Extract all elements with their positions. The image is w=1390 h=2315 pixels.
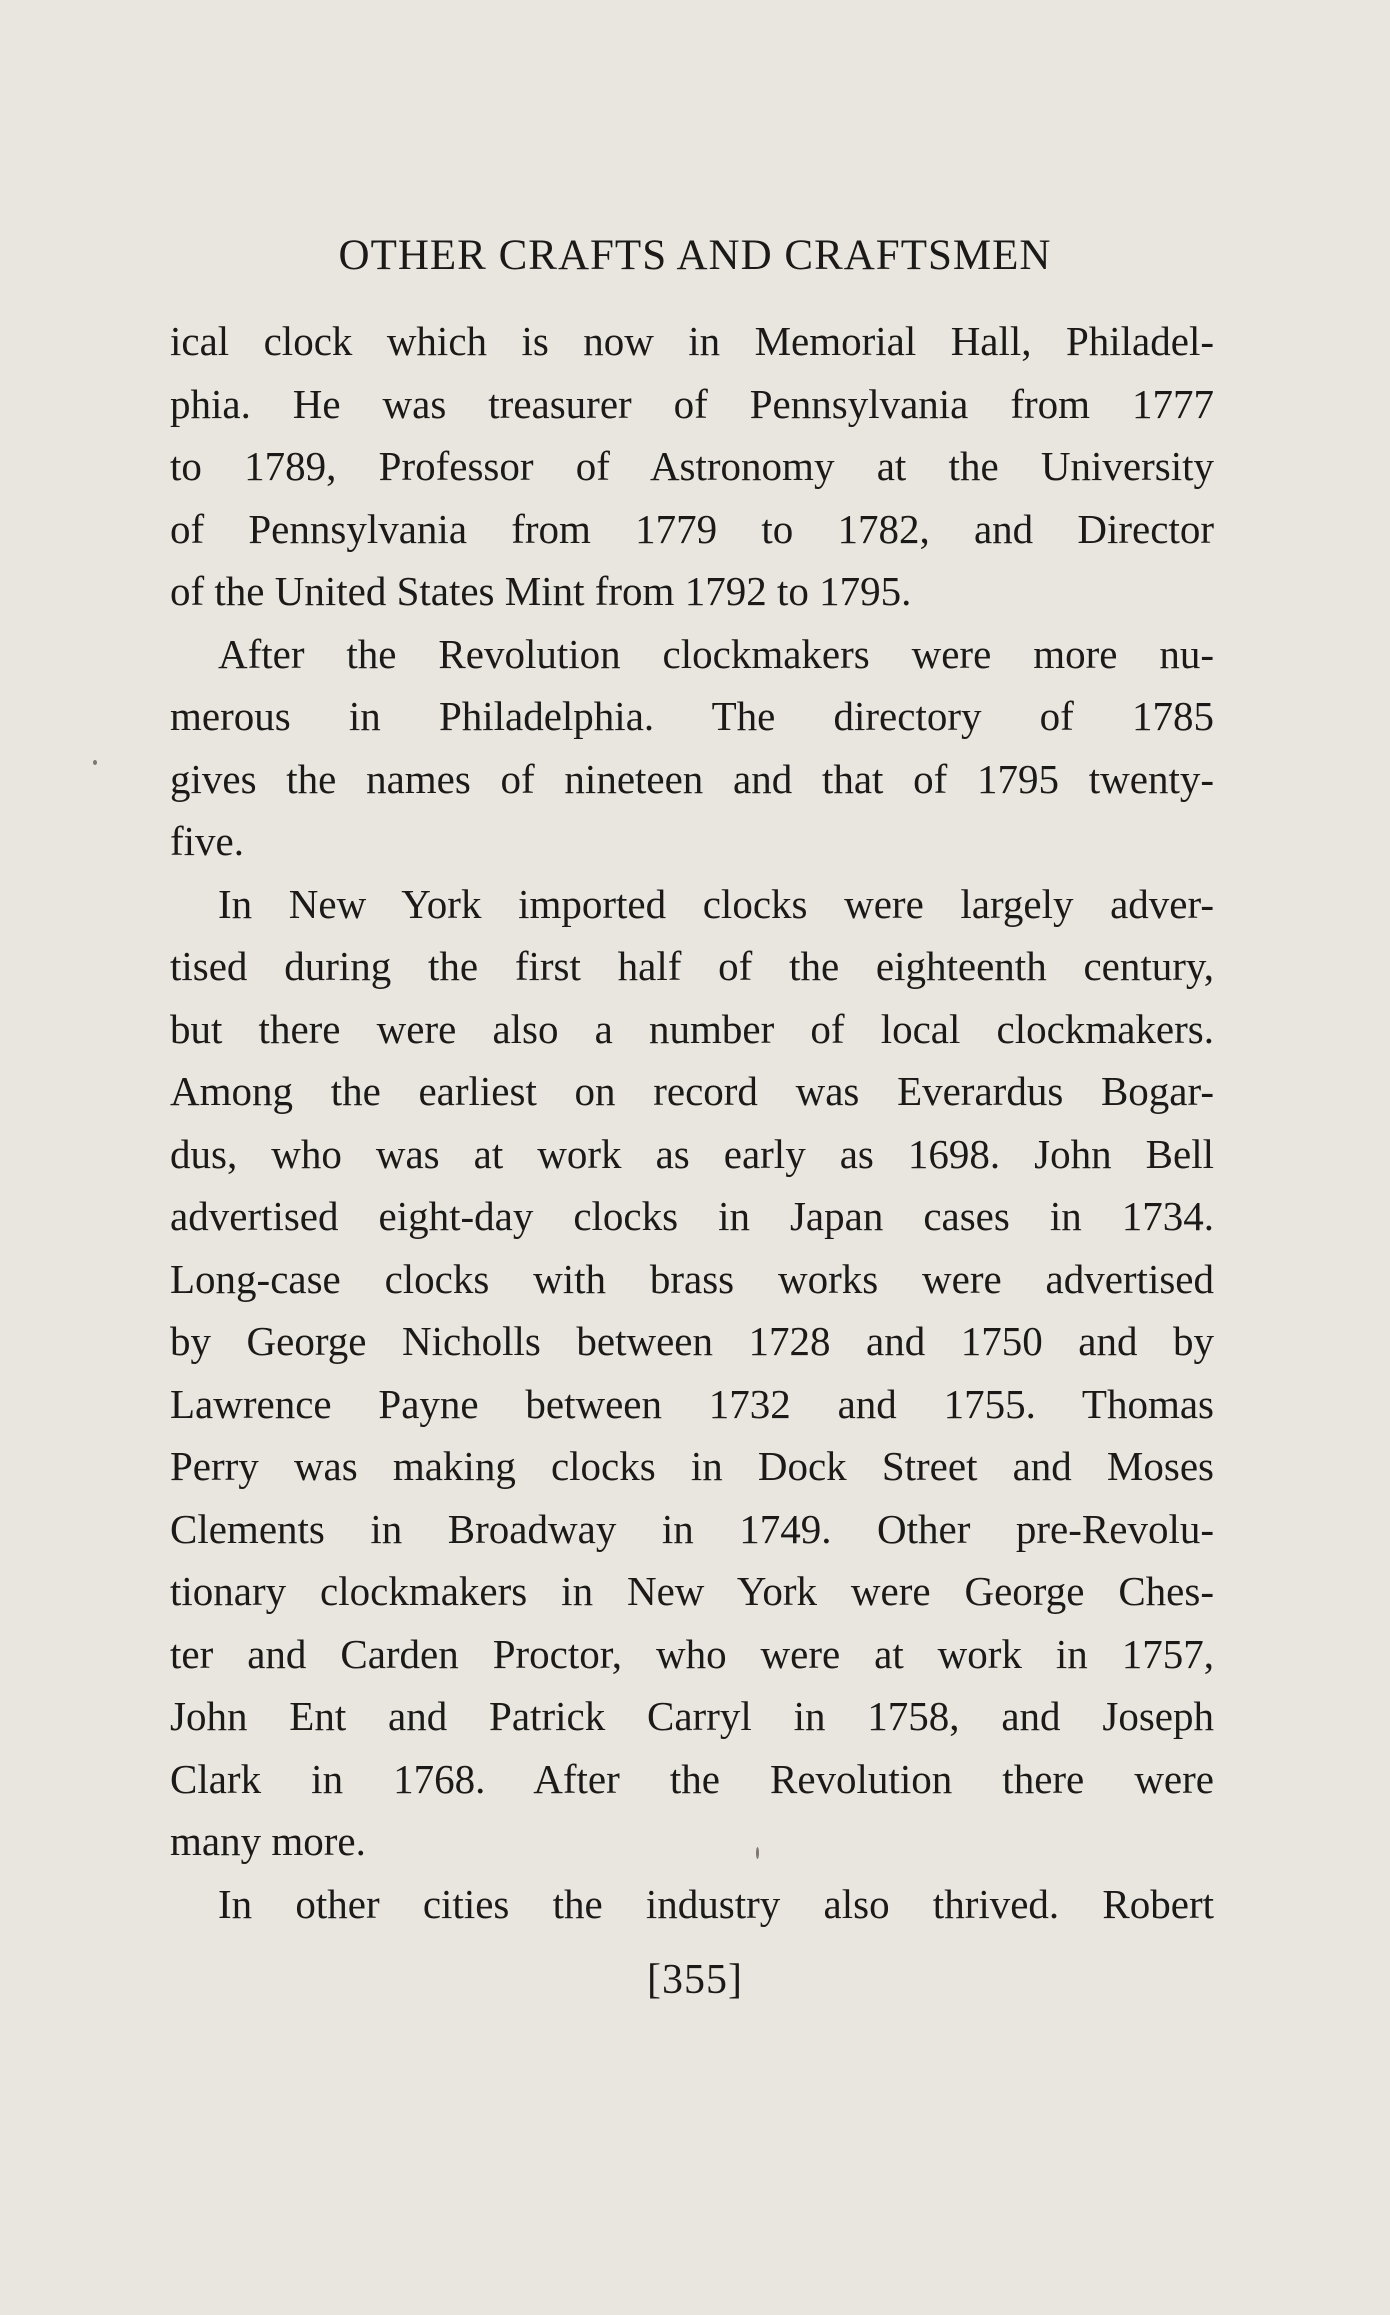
text-line: Among the earliest on record was Everardus Bogar- [170,1068,1214,1114]
paper-speck [756,1847,759,1859]
text-line: John Ent and Patrick Carryl in 1758, and Joseph [170,1693,1214,1739]
text-line: ical clock which is now in Memorial Hall, Philadel- [170,318,1214,364]
text-line: of Pennsylvania from 1779 to 1782, and Director [170,505,1214,552]
text-line: of the United States Mint from 1792 to 1795. [170,568,912,614]
text-line: Clements in Broadway in 1749. Other pre-Revolu- [170,1505,1214,1552]
text-line: After the Revolution clockmakers were more nu- [218,630,1214,677]
text-line: by George Nicholls between 1728 and 1750 and by [170,1318,1214,1364]
text-line: Long-case clocks with brass works were advertised [170,1255,1214,1302]
text-line: phia. He was treasurer of Pennsylvania from 1777 [170,380,1214,427]
text-line: merous in Philadelphia. The directory of 1785 [170,693,1214,739]
text-line: many more. [170,1818,366,1864]
text-line: tionary clockmakers in New York were George Ches- [170,1568,1214,1614]
text-line: Perry was making clocks in Dock Street and Moses [170,1443,1214,1489]
page-number: [355] [647,1957,743,2003]
text-line: advertised eight-day clocks in Japan cases in 1734. [170,1193,1214,1239]
text-line: dus, who was at work as early as 1698. John Bell [170,1130,1214,1177]
text-line: gives the names of nineteen and that of 1795 twenty- [170,755,1214,802]
text-line: In New York imported clocks were largely adver- [218,880,1214,927]
text-line: tised during the first half of the eighteenth century, [170,943,1214,989]
text-line: Clark in 1768. After the Revolution there were [170,1755,1214,1802]
text-line: Lawrence Payne between 1732 and 1755. Thomas [170,1380,1214,1427]
running-head: OTHER CRAFTS AND CRAFTSMEN [338,232,1052,279]
text-line: to 1789, Professor of Astronomy at the University [170,443,1214,489]
text-line: five. [170,818,244,864]
text-line: but there were also a number of local clockmakers. [170,1005,1214,1052]
body-text [170,310,1214,1935]
paper-speck [93,760,97,765]
text-line: ter and Carden Proctor, who were at work in 1757, [170,1630,1214,1677]
text-line: In other cities the industry also thrived. Robert [218,1880,1214,1927]
